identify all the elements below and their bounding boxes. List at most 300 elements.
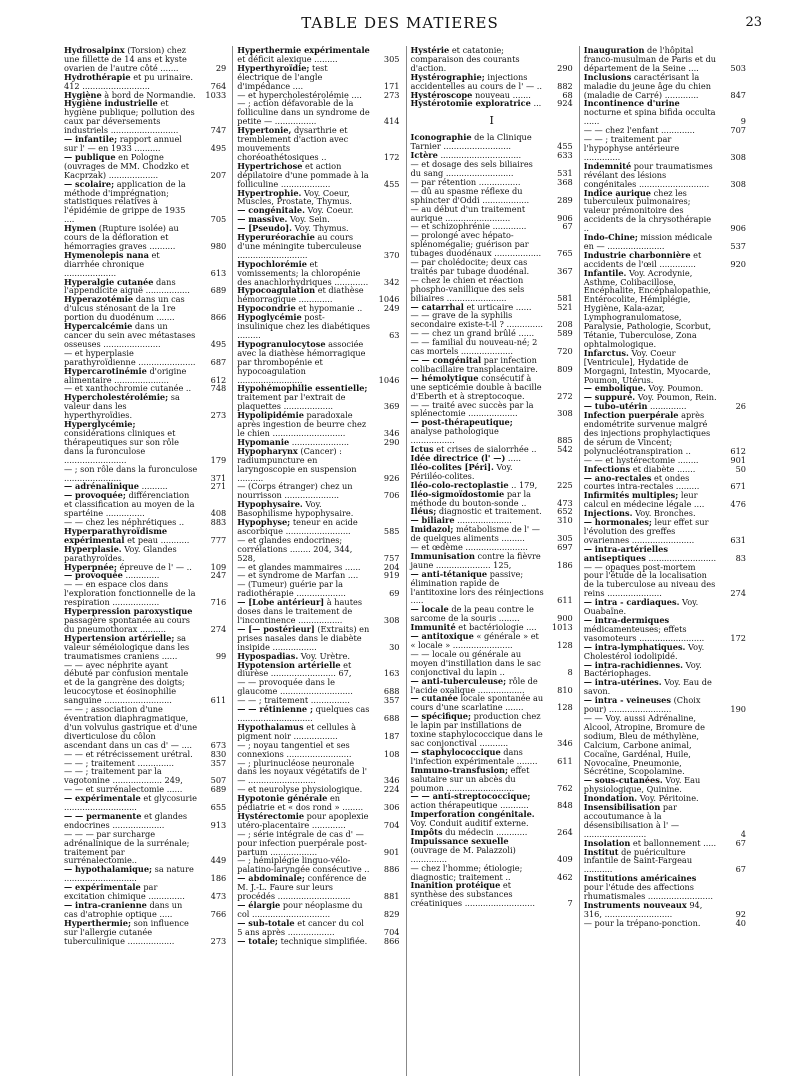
entry-description: au cours d'une méningite tuberculeuse ........................... — [237, 232, 362, 260]
entry-page-number: 688 — [383, 712, 400, 723]
entry-description: passive; élimination rapide de l'antitoxine lors des réinjections ..... — [410, 568, 544, 606]
entry-page-number: 357 — [383, 695, 400, 706]
index-entry — [64, 465, 226, 483]
entry-text — [584, 714, 720, 776]
entry-text — [237, 937, 373, 946]
entry-description: (Rupture isolée) au cours de la défloration et hémorragies graves .......... — [64, 223, 179, 251]
entry-headword: Infarctus. — [583, 347, 629, 358]
entry-description: (Cancer) : radiumpuncture en laryngoscopie en suspension .......... — [237, 445, 357, 483]
entry-headword: Impuissance sexuelle — [410, 835, 509, 846]
entry-text — [411, 133, 547, 151]
entry-headword: Hypertension artérielle; — [64, 632, 175, 643]
entry-page-number: 611 — [557, 755, 573, 766]
entry-page-number: 707 — [730, 125, 746, 136]
entry-headword: Immuno-transfusion; — [410, 764, 509, 775]
entry-description: (Choix pour) ........................ — [583, 695, 701, 715]
entry-description: par la méthode du bouton-sonde .. — [410, 488, 531, 508]
entry-page-number: 455 — [557, 141, 573, 152]
index-entry — [237, 794, 399, 812]
entry-page-number: 655 — [210, 802, 227, 813]
entry-description: conférence de M. J.-L. Faure sur leurs procédés ............................ — [237, 873, 367, 902]
entry-description: (ouvrage de M. Palazzoli) .............. — [410, 844, 516, 864]
entry-text — [237, 830, 373, 857]
entry-description: (Torsion) chez une fillette de 14 ans et kyste ovarien de l'autre côté ....... — [64, 46, 187, 73]
entry-page-number: 809 — [557, 363, 573, 374]
index-entry — [411, 418, 573, 445]
index-entry — [64, 367, 226, 385]
entry-description: Voy. Cholestérol iodolipidé. — [583, 641, 705, 661]
entry-description: technique simplifiée. — [277, 935, 368, 946]
entry-headword: Hypolipidémie — [237, 410, 304, 421]
entry-description: teneur en acide ascorbique ......................... — [237, 517, 358, 536]
entry-page-number: 68 — [562, 89, 573, 100]
entry-text — [584, 233, 720, 251]
entry-text — [64, 865, 200, 883]
entry-text — [237, 99, 373, 126]
entry-text — [584, 803, 720, 839]
entry-text — [237, 723, 373, 741]
entry-text — [584, 643, 720, 661]
entry-text — [237, 625, 373, 652]
entry-text — [237, 126, 373, 162]
index-entry — [237, 661, 399, 679]
index-entry — [584, 474, 746, 492]
index-entry — [584, 269, 746, 349]
entry-page-number: 308 — [557, 408, 573, 419]
entry-headword: — — congénital — [410, 355, 482, 365]
index-entry — [237, 874, 399, 901]
entry-headword: Immunité — [410, 622, 456, 633]
entry-description: — au début d'un traitement aurique ......................... — [410, 203, 526, 223]
entry-headword: — massive. — [237, 214, 288, 225]
entry-headword: Imperforation congénitale. — [410, 809, 535, 820]
index-entry — [584, 545, 746, 563]
entry-text — [64, 99, 200, 135]
entry-page-number: 449 — [210, 855, 227, 866]
index-entry — [411, 792, 573, 810]
index-entry — [64, 46, 226, 73]
entry-headword: Institut — [583, 846, 619, 857]
entry-headword: Indemnité — [583, 160, 632, 171]
entry-page-number: 848 — [557, 800, 573, 811]
entry-page-number: 495 — [210, 338, 227, 349]
entry-page-number: 1046 — [378, 374, 400, 385]
entry-page-number: 408 — [210, 508, 227, 519]
index-entry — [237, 812, 399, 830]
entry-page-number: 705 — [210, 214, 227, 225]
entry-description: — — et rétrécissement urétral. — [64, 748, 193, 759]
index-entry — [411, 231, 573, 258]
entry-text — [584, 874, 720, 901]
index-entry — [584, 678, 746, 696]
index-entry — [584, 848, 746, 875]
index-entry — [64, 865, 226, 883]
entry-page-number: 900 — [557, 613, 573, 624]
entry-description: (Extraits) en prises nasales dans le diabète insipide ................. — [237, 623, 370, 652]
entry-text — [237, 919, 373, 937]
entry-description: de la Clinique Tarnier .......................... — [410, 132, 532, 152]
entry-description: — et œdème ........................ — [410, 542, 528, 553]
index-entry — [584, 714, 746, 776]
index-entry — [411, 99, 573, 108]
entry-headword: Insensibilisation — [583, 802, 661, 813]
entry-page-number: 611 — [557, 595, 573, 606]
entry-page-number: 273 — [210, 410, 227, 421]
entry-text — [411, 525, 547, 543]
entry-text — [237, 64, 373, 91]
entry-description: et cellules à pigment noir ................. — [237, 721, 357, 741]
entry-headword: Hyperpression paroxystique — [64, 606, 193, 617]
entry-headword: Hydrosalpinx — [64, 46, 125, 55]
index-entry — [237, 64, 399, 91]
entry-text — [411, 552, 547, 570]
entry-description: dans l'infection expérimentale ........ — [410, 746, 538, 766]
entry-text — [411, 46, 547, 73]
entry-headword: — intra-dermiques — [583, 615, 670, 625]
entry-page-number: 777 — [210, 534, 227, 545]
index-entry — [411, 864, 573, 882]
entry-description: Voy. Sein. — [287, 214, 330, 225]
entry-text — [237, 856, 373, 874]
entry-text — [584, 616, 720, 643]
entry-description: Voy. Coeur. — [304, 205, 354, 216]
entry-page-number: 883 — [210, 517, 227, 528]
index-entry — [64, 135, 226, 153]
entry-text — [237, 447, 373, 483]
entry-headword: — tubo-utérin — [583, 401, 648, 412]
entry-page-number: 368 — [557, 176, 573, 187]
entry-headword: Hygiène — [64, 89, 102, 100]
entry-description: — ; noyau tangentiel et ses connexions ......................... — [237, 739, 352, 759]
entry-description: et hypomanie .. — [295, 303, 363, 314]
index-entry — [64, 99, 226, 135]
entry-description: — chez l'homme; étiologie; diagnostic; traitement .. — [410, 862, 523, 882]
entry-description: paradoxale après ingestion de beurre chez le chien ............................ — [237, 410, 367, 438]
entry-page-number: 190 — [730, 704, 746, 715]
index-entry — [411, 677, 573, 695]
entry-headword: Hyperparathyroïdisme expérimental — [64, 525, 168, 545]
entry-description: dans l'appendicite aiguë ................. — [64, 276, 190, 296]
entry-text — [237, 340, 373, 385]
entry-page-number: 50 — [735, 463, 746, 474]
entry-description: et glycosurie ............................ — [64, 793, 197, 813]
entry-text — [411, 99, 547, 108]
entry-description: — — provoquée dans le glaucome ............................ — [237, 677, 353, 697]
index-entry — [411, 311, 573, 329]
entry-description: et crises de sialorrhée .. — [433, 444, 537, 455]
entry-page-number: 671 — [730, 481, 746, 492]
entry-text — [237, 678, 373, 696]
index-entry — [411, 401, 573, 419]
entry-description: et hygiène publique; pollution des caux par déversements industriels .......................... — [64, 98, 195, 136]
index-entry — [237, 741, 399, 759]
index-entry — [237, 411, 399, 438]
entry-page-number: 346 — [557, 737, 573, 748]
entry-headword: — — rétinienne ; — [237, 704, 314, 715]
entry-text — [64, 251, 200, 278]
index-entry — [237, 830, 399, 857]
entry-text — [237, 384, 373, 411]
entry-description: Voy. Coeur, Muscles, Prostate, Thymus. — [237, 187, 352, 207]
index-column-2 — [232, 46, 399, 1076]
entry-text — [64, 705, 200, 750]
entry-description: médicamenteuses; effets vasomoteurs ......................... — [583, 623, 705, 643]
index-entry — [64, 393, 226, 420]
index-entry — [411, 46, 573, 73]
entry-page-number: 308 — [730, 151, 746, 162]
entry-page-number: 207 — [210, 169, 227, 180]
entry-description: Voy. Eau physiologique, Quinine. — [583, 775, 701, 795]
entry-page-number: 172 — [383, 151, 400, 162]
index-entry — [64, 224, 226, 251]
entry-page-number: 367 — [557, 265, 573, 276]
entry-description: application de la méthode d'imprégnation; statistiques relatives à l'épidémie de grippe de 1935 .... — [64, 178, 186, 225]
entry-description: — et hyperplasie parathyroïdienne ...................... — [64, 347, 196, 367]
entry-description: — (Tumeur) guérie par la radiothérapie ................... — [237, 579, 346, 599]
index-entry — [64, 322, 226, 349]
index-entry — [411, 570, 573, 606]
entry-text — [584, 919, 720, 928]
entry-page-number: 688 — [383, 686, 400, 697]
index-entry — [237, 705, 399, 723]
entry-text — [64, 634, 200, 661]
entry-headword: — antitoxique — [410, 631, 474, 642]
entry-text — [584, 563, 720, 599]
entry-text — [64, 767, 200, 785]
entry-page-number: 186 — [557, 559, 573, 570]
entry-page-number: 765 — [557, 248, 573, 259]
entry-description: Voy. Basophilisme hypophysaire. — [237, 499, 354, 519]
entry-text — [411, 677, 547, 695]
entry-text — [64, 465, 200, 483]
entry-text — [237, 598, 373, 625]
entry-description: ............. — [122, 570, 160, 581]
entry-headword: — provoquée — [64, 570, 123, 581]
index-entry — [584, 99, 746, 126]
entry-description: injections accidentelles au cours de l' — .. — [410, 71, 542, 91]
entry-text — [584, 269, 720, 349]
entry-description: en Pologne (ouvrages de MM. Chodzko et Kacprzak) ................... — [64, 151, 190, 180]
entry-page-number: 704 — [383, 819, 400, 830]
entry-text — [64, 901, 200, 919]
entry-headword: Hystérographie; — [410, 71, 485, 82]
index-entry — [64, 73, 226, 91]
entry-headword: Hypocoagulation — [237, 285, 316, 296]
entry-headword: Hydrothérapie — [64, 71, 131, 82]
entry-text — [64, 135, 200, 153]
entry-text — [411, 418, 547, 445]
entry-text — [411, 231, 547, 258]
entry-text — [64, 367, 200, 385]
entry-description: et bactériologie .... — [455, 622, 537, 633]
entry-page-number: 128 — [557, 702, 573, 713]
entry-headword: — embolique. — [583, 383, 646, 394]
entry-description: — et schizophrénie ............. — [410, 221, 527, 232]
entry-description: consécutif à une septicémie double à bacille d'Eberth et à streptocoque. — [410, 372, 542, 401]
index-entry — [411, 632, 573, 650]
entry-description: son influence sur l'allergie cutanée tuberculinique .................. — [64, 917, 189, 946]
entry-description: — — chez l'enfant ............. — [583, 125, 695, 136]
entry-page-number: 225 — [557, 479, 573, 490]
entry-page-number: 171 — [383, 80, 400, 91]
entry-description: et action dépilatoire d'une pommade à la folliculine ................... — [237, 160, 369, 189]
entry-description: caractérisant la maladie du jeune âge du chien (maladie de Carré) ............. — [583, 71, 711, 100]
entry-page-number: 473 — [557, 497, 573, 508]
entry-text — [64, 919, 200, 946]
entry-description: par excitation chimique .............. — [64, 882, 185, 902]
entry-description: dans un cas d'atrophie optique ..... — [64, 900, 183, 919]
entry-description: et vomissements; la chloropénie des anachlorhydriques ............. — [237, 258, 369, 287]
entry-headword: Hypotension artérielle — [237, 659, 341, 670]
entry-headword: Iconographie — [410, 132, 472, 143]
entry-description: — — chez les néphrétiques .. — [64, 517, 185, 528]
entry-page-number: 926 — [383, 472, 400, 483]
index-entry — [411, 133, 573, 151]
entry-text — [584, 411, 720, 456]
entry-page-number: 67 — [562, 221, 573, 232]
entry-page-number: 108 — [383, 748, 400, 759]
entry-description: — — et surrénalectomie ...... — [64, 784, 183, 795]
entry-headword: Incontinence d'urine — [583, 98, 680, 109]
index-entry — [411, 338, 573, 356]
entry-headword: Hyperalgie cutanée — [64, 276, 154, 287]
entry-headword: Infection puerpérale — [583, 410, 679, 421]
entry-page-number: 289 — [557, 194, 573, 205]
entry-description: considérations cliniques et thérapeutiques sur son rôle dans la furonculose ........................ — [64, 427, 179, 465]
index-entry — [584, 491, 746, 509]
entry-description: — — avec néphrite ayant débuté par confusion mentale et de la gangrène des doigts; leucocytose et éosinophilie sanguine .......................... — [64, 659, 189, 706]
entry-page-number: 697 — [557, 542, 573, 553]
entry-description: 94, 316, .......................... — [583, 900, 703, 919]
entry-headword: Inauguration — [583, 46, 645, 55]
index-entry — [584, 661, 746, 679]
entry-description: leur effet sur l'évolution des greffes ovariennes ........................ — [583, 517, 709, 545]
entry-description: — — traité avec succès par la splénectomie ................... — [410, 399, 534, 419]
entry-page-number: 673 — [210, 739, 227, 750]
index-entry — [411, 258, 573, 276]
index-entry — [411, 490, 573, 508]
entry-text — [584, 678, 720, 696]
index-entry — [584, 696, 746, 714]
entry-description: production chez le lapin par instillations de toxine staphylococcique dans le sac conjonctival ........... — [410, 711, 543, 748]
entry-headword: Hypophyse; — [237, 517, 291, 528]
entry-description: Voy. Bronches. — [632, 508, 696, 519]
entry-headword: Hypertonie, — [237, 125, 292, 136]
entry-headword: — suppuré. — [583, 392, 636, 403]
entry-headword: — cutanée — [410, 693, 458, 704]
entry-description: Voy. Poumon. — [645, 383, 704, 394]
entry-page-number: 581 — [557, 292, 573, 303]
entry-page-number: 409 — [557, 853, 573, 864]
entry-description: rapport annuel sur l' — en 1933 .......... — [64, 134, 182, 153]
entry-headword: Hypothalamus — [237, 721, 304, 732]
entry-description: — et neurolyse physiologique. — [237, 784, 363, 795]
entry-text — [237, 661, 373, 679]
index-entry — [237, 919, 399, 937]
entry-page-number: 172 — [730, 632, 746, 643]
entry-description: et diurèse ......................... 67, — [237, 659, 352, 679]
entry-text — [237, 46, 373, 64]
entry-page-number: 720 — [557, 346, 573, 357]
index-entry — [584, 563, 746, 599]
entry-description: test électrique de l'angle d'impédance .... — [237, 62, 328, 91]
index-entry — [64, 295, 226, 322]
entry-page-number: 26 — [735, 401, 746, 412]
entry-page-number: 305 — [557, 533, 573, 544]
entry-page-number: 633 — [557, 150, 573, 161]
index-entry — [237, 759, 399, 786]
entry-page-number: 1033 — [205, 89, 227, 100]
entry-page-number: 762 — [557, 782, 573, 793]
entry-text — [64, 830, 200, 866]
entry-description: associée avec la diathèse hémorragique par thrombopénie et hypocoagulation ......................... — [237, 338, 366, 385]
index-entry — [584, 901, 746, 919]
entry-page-number: 747 — [210, 125, 227, 136]
entry-text — [64, 491, 200, 518]
entry-headword: — totale; — [237, 935, 278, 946]
entry-headword: Hypomanie — [237, 436, 290, 447]
entry-description: — — grave de la syphilis secondaire existe-t-il ? .............. — [410, 310, 543, 330]
entry-headword: Hystéroscope — [410, 89, 473, 100]
entry-headword: Iléo-colo-rectoplastie — [410, 479, 509, 490]
entry-headword: Insolation — [583, 837, 631, 848]
entry-headword: Impôts — [410, 827, 443, 838]
entry-headword: — [Pseudo]. — [237, 223, 292, 234]
entry-text — [584, 696, 720, 714]
entry-description: effet salutaire sur un abcès du poumon .......................... — [410, 764, 530, 793]
entry-headword: — hémolytique — [410, 372, 479, 383]
entry-text — [584, 349, 720, 385]
entry-description: Voy. Glandes parathyroïdes. — [64, 543, 177, 563]
index-entry — [237, 447, 399, 483]
index-entry — [584, 518, 746, 545]
entry-description: — — ; traitement .............. — [64, 757, 174, 768]
index-entry — [237, 856, 399, 874]
entry-text — [411, 632, 547, 650]
entry-text — [64, 812, 200, 830]
entry-page-number: 542 — [557, 444, 573, 455]
entry-description: de la peau contre le sarcome de la souris ........ — [410, 604, 534, 624]
entry-text — [237, 901, 373, 919]
index-entry — [64, 812, 226, 830]
entry-page-number: 906 — [557, 212, 573, 223]
entry-page-number: 272 — [557, 390, 573, 401]
entry-page-number: 273 — [383, 89, 400, 100]
entry-text — [237, 874, 373, 901]
index-entry — [411, 205, 573, 223]
entry-page-number: 204 — [383, 561, 400, 572]
entry-page-number: 274 — [730, 588, 746, 599]
entry-description: .. 179, — [508, 479, 538, 490]
entry-page-number: 706 — [383, 490, 400, 501]
entry-page-number: 687 — [210, 356, 227, 367]
entry-headword: — ano-rectales — [583, 472, 652, 483]
entry-headword: Imidazol; — [410, 524, 454, 535]
entry-page-number: 919 — [383, 570, 400, 581]
index-entry — [584, 598, 746, 616]
entry-text — [411, 311, 547, 329]
entry-text — [411, 356, 547, 374]
entry-description: ..... — [505, 452, 521, 463]
entry-description: par infection colibacillaire transplacentaire. — [410, 355, 538, 374]
index-entry — [584, 411, 746, 456]
entry-headword: — locale — [410, 604, 449, 615]
entry-page-number: 537 — [730, 240, 746, 251]
entry-headword: Infantile. — [583, 267, 627, 278]
entry-description: métabolisme de l' — de quelques aliments ......... — [410, 524, 540, 544]
entry-text — [411, 712, 547, 748]
index-entry — [237, 678, 399, 696]
